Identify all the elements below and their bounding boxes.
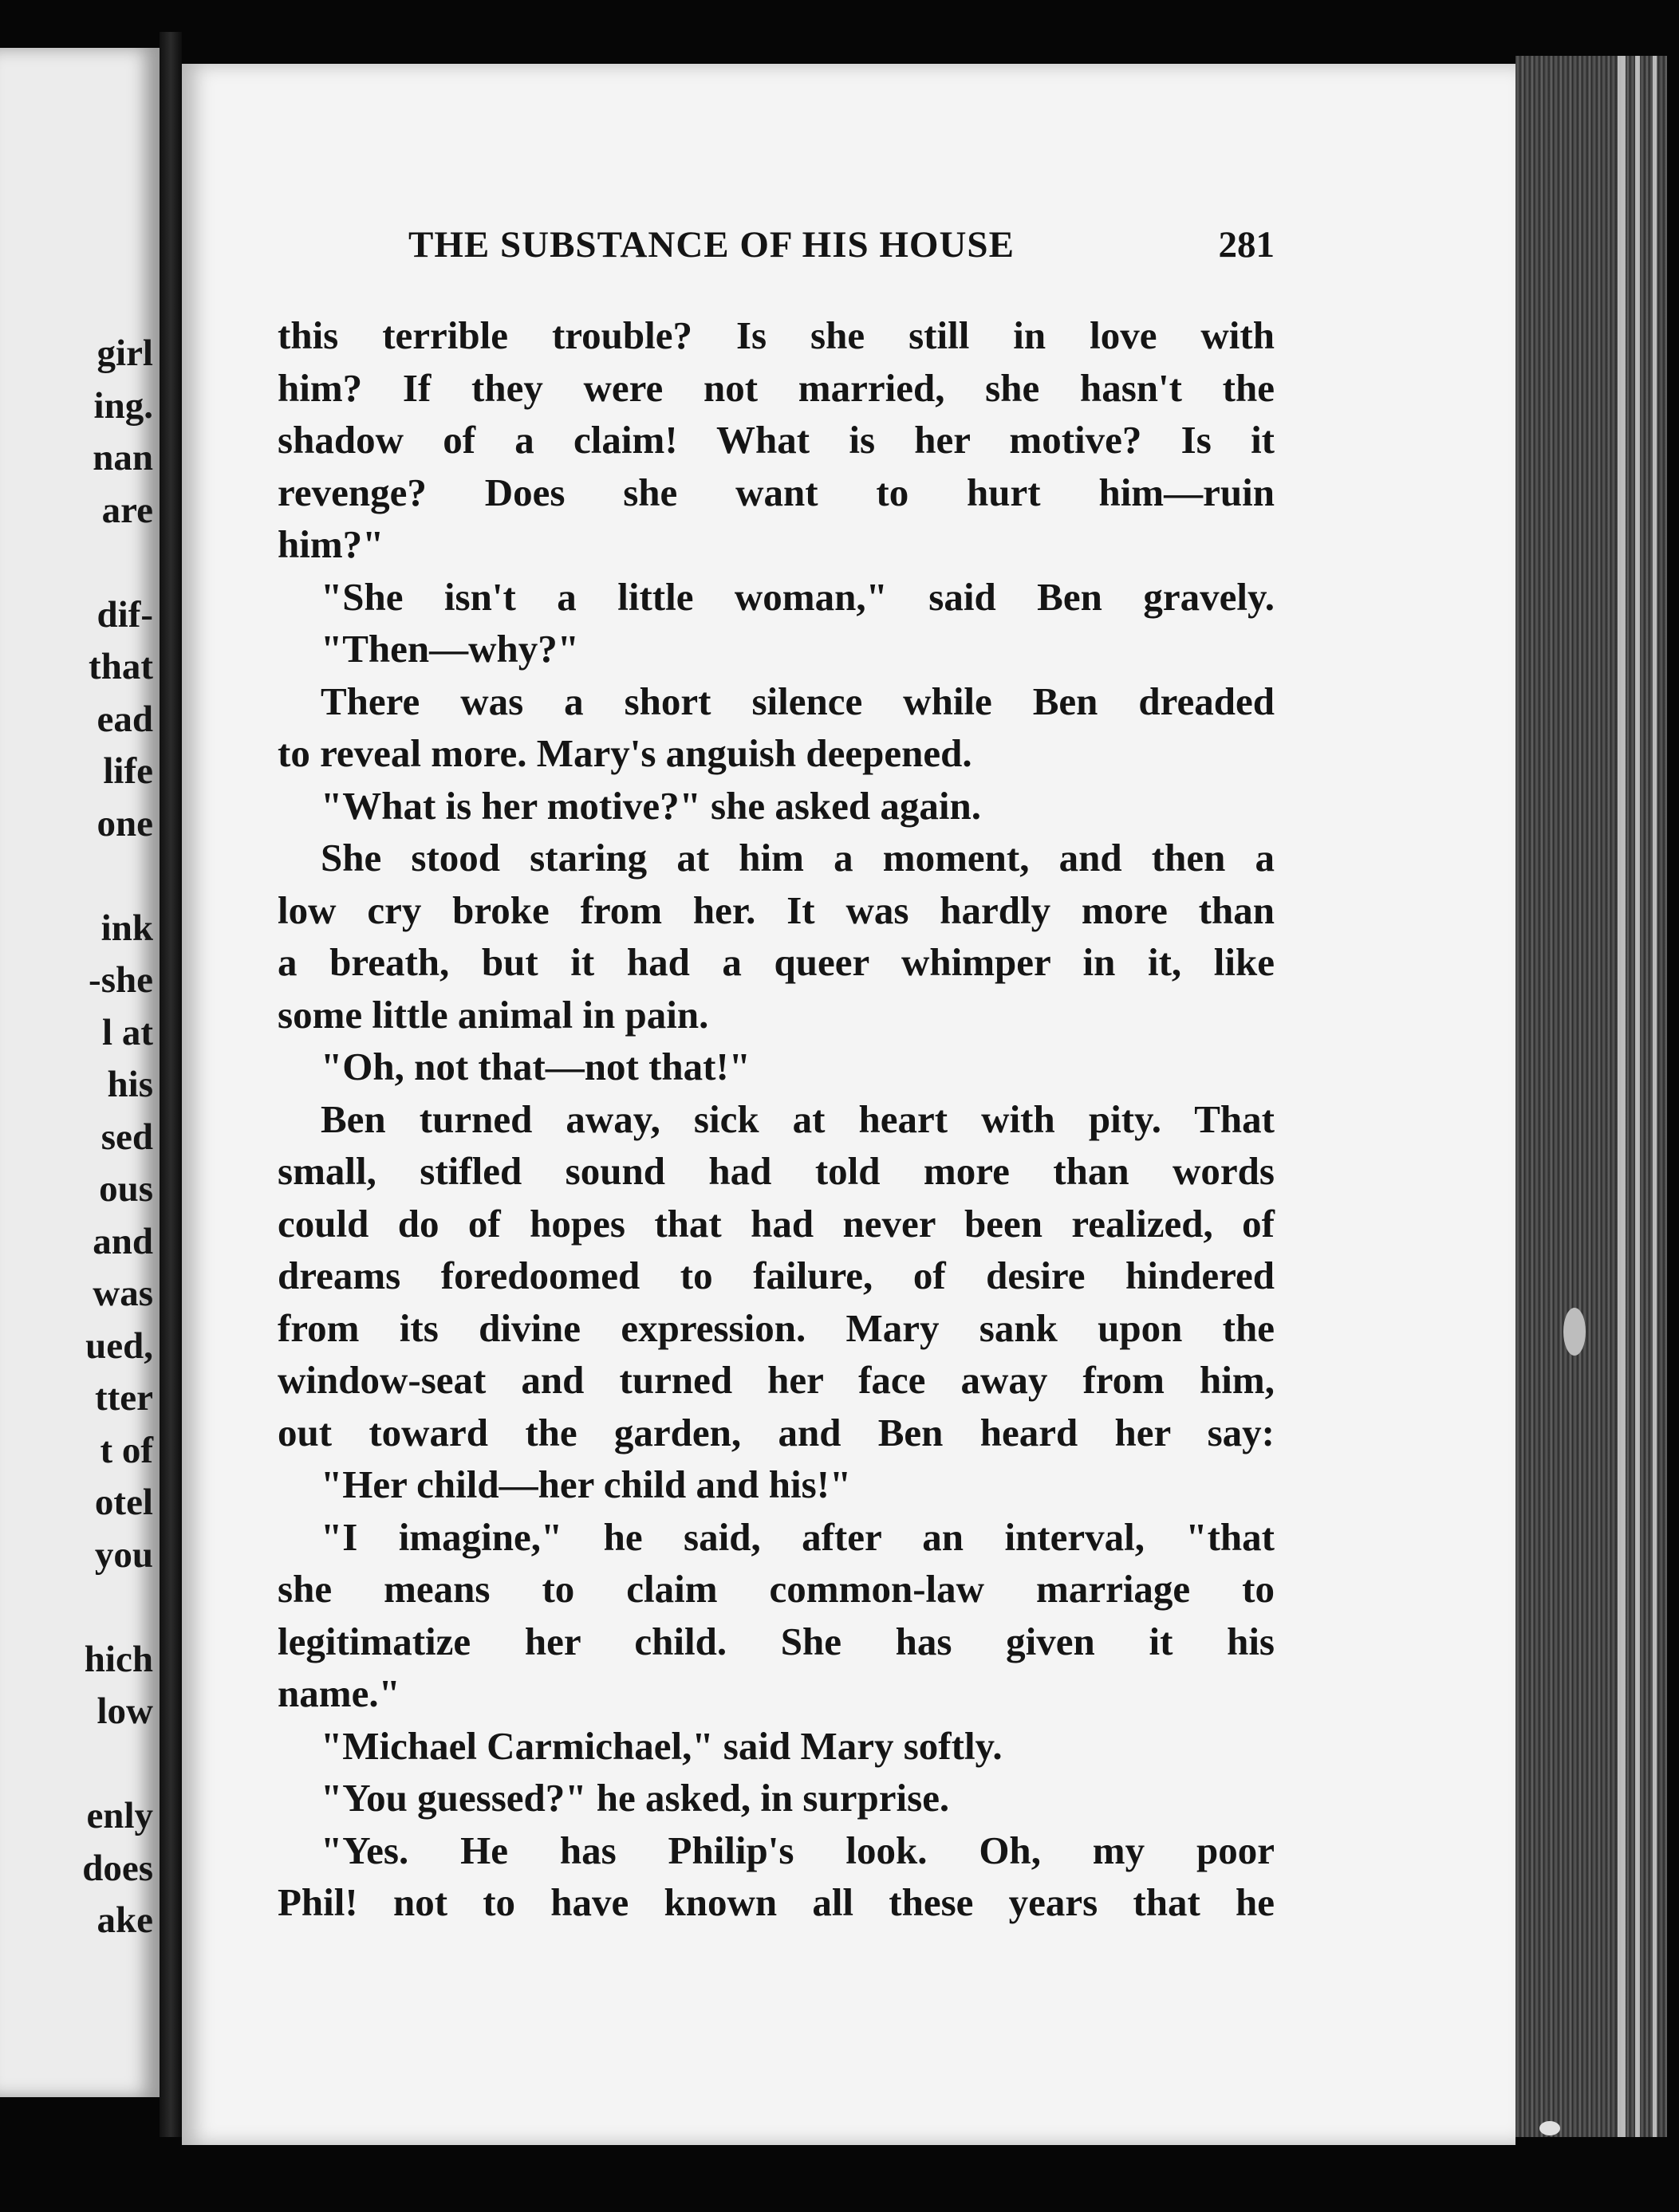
left-page-fragment: dif- <box>97 593 153 636</box>
page-header <box>408 223 1275 279</box>
left-page-fragment: life <box>103 750 153 792</box>
text-line: low cry broke from her. It was hardly more than <box>278 888 1275 932</box>
page-body-text <box>278 309 1275 1929</box>
text-line: "Her child—her child and his!" <box>321 1462 852 1506</box>
page-number: 281 <box>1218 224 1275 266</box>
text-line: "Oh, not that—not that!" <box>321 1045 751 1088</box>
text-line: she means to claim common-law marriage to <box>278 1567 1275 1611</box>
text-line: shadow of a claim! What is her motive? Is it <box>278 418 1275 462</box>
text-line: There was a short silence while Ben dreaded <box>321 679 1275 723</box>
left-page-fragment: ink <box>101 907 153 949</box>
text-line: a breath, but it had a queer whimper in it, like <box>278 940 1275 984</box>
text-line: "I imagine," he said, after an interval, "that <box>321 1514 1275 1559</box>
left-page-fragment: l at <box>102 1011 153 1053</box>
text-line: Phil! not to have known all these years that he <box>278 1880 1275 1924</box>
text-line: "Yes. He has Philip's look. Oh, my poor <box>321 1828 1275 1872</box>
text-line: "Michael Carmichael," said Mary softly. <box>321 1723 1003 1768</box>
left-page-fragment: and <box>93 1220 153 1262</box>
left-page-fragment: ake <box>97 1899 153 1941</box>
left-page-fragment: enly <box>86 1795 153 1836</box>
text-line: She stood staring at him a moment, and then a <box>321 836 1275 880</box>
text-line: some little animal in pain. <box>278 992 709 1037</box>
page-edges <box>1515 56 1667 2137</box>
book-gutter <box>160 32 182 2137</box>
left-page-fragment: was <box>93 1273 153 1314</box>
left-page-fragment: girl <box>97 333 153 374</box>
left-page-fragment: ead <box>97 698 153 740</box>
text-line: this terrible trouble? Is she still in love with <box>278 313 1275 357</box>
text-line: to reveal more. Mary's anguish deepened. <box>278 731 972 775</box>
text-line: small, stifled sound had told more than words <box>278 1149 1275 1193</box>
text-line: him? If they were not married, she hasn't the <box>278 365 1275 410</box>
left-page-fragment: one <box>97 802 153 844</box>
text-line: name." <box>278 1671 400 1715</box>
text-line: could do of hopes that had never been realized, of <box>278 1201 1275 1246</box>
left-page-fragment: tter <box>94 1377 153 1419</box>
text-line: out toward the garden, and Ben heard her say: <box>278 1410 1275 1454</box>
page-edge-highlight <box>1635 56 1640 2137</box>
left-page-fragment: that <box>89 646 153 687</box>
left-page-fragment: nan <box>93 437 153 478</box>
text-line: Ben turned away, sick at heart with pity. That <box>321 1096 1275 1141</box>
left-page-fragment: hich <box>84 1638 153 1680</box>
page-edge-highlight <box>1618 56 1626 2137</box>
text-line: "She isn't a little woman," said Ben gravely. <box>321 574 1275 619</box>
text-line: "What is her motive?" she asked again. <box>321 783 982 828</box>
left-page-fragment: his <box>107 1064 153 1105</box>
text-line: revenge? Does she want to hurt him—ruin <box>278 470 1275 514</box>
scan-artifact <box>1539 2121 1560 2135</box>
left-page-fragment: otel <box>94 1482 153 1523</box>
left-page-fragment: ing. <box>93 384 153 427</box>
text-line: "Then—why?" <box>321 627 579 671</box>
left-page-fragment: -she <box>89 959 153 1001</box>
scan-artifact <box>1563 1308 1586 1356</box>
left-page-fragment: ous <box>99 1168 153 1210</box>
left-page-fragment: sed <box>101 1116 153 1158</box>
left-page-fragment: does <box>82 1847 153 1889</box>
text-line: him?" <box>278 522 384 566</box>
text-line: from its divine expression. Mary sank upon the <box>278 1305 1275 1350</box>
left-page-fragment: are <box>101 489 153 531</box>
text-line: dreams foredoomed to failure, of desire hindered <box>278 1254 1275 1297</box>
page-edge-highlight <box>1653 56 1657 2137</box>
text-line: "You guessed?" he asked, in surprise. <box>321 1776 950 1820</box>
left-page-fragment: t of <box>100 1429 153 1471</box>
left-page <box>0 48 168 2097</box>
left-page-fragment: ued, <box>85 1324 153 1367</box>
left-page-fragment: low <box>97 1690 153 1732</box>
running-head: THE SUBSTANCE OF HIS HOUSE <box>408 224 1015 266</box>
text-line: legitimatize her child. She has given it his <box>278 1619 1275 1663</box>
left-page-fragment: you <box>94 1533 153 1576</box>
text-line: window-seat and turned her face away from him, <box>278 1358 1275 1402</box>
